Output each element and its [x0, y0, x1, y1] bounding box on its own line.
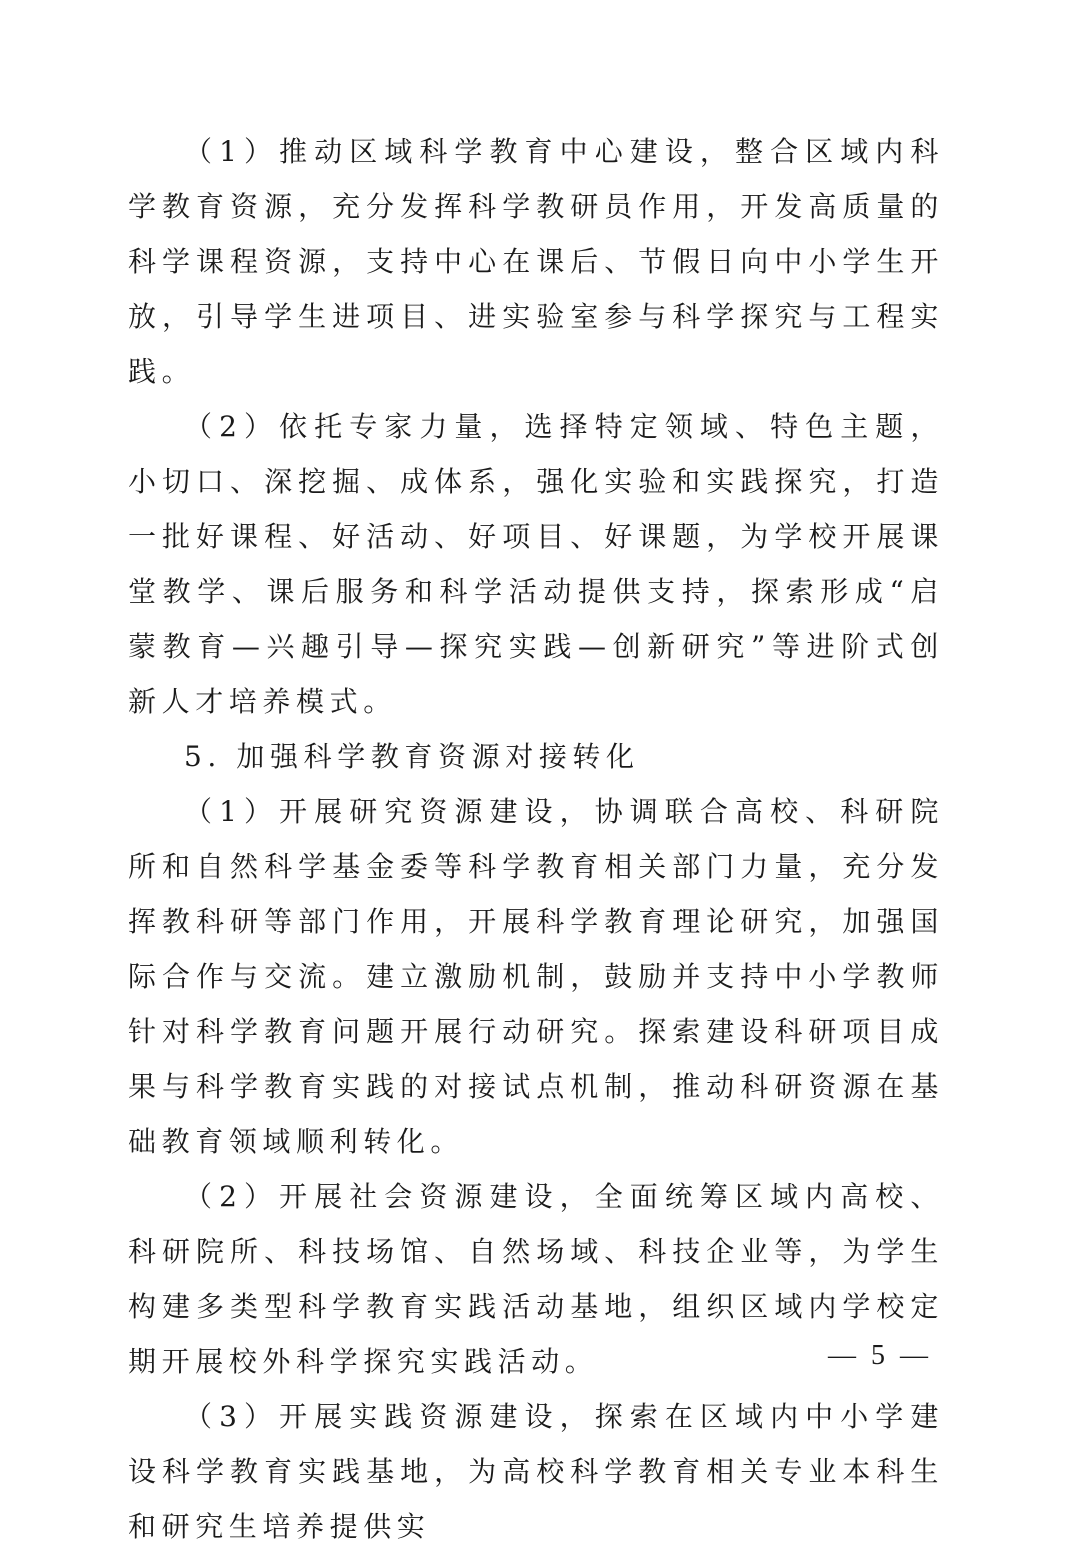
paragraph-text: （3）开展实践资源建设，探索在区域内中小学建设科学教育实践基地，为高校科学教育相关专业本科生和研究生培养提供实 [128, 1400, 944, 1543]
paragraph-text: （1）开展研究资源建设，协调联合高校、科研院所和自然科学基金委等科学教育相关部门力量，充分发挥教科研等部门作用，开展科学教育理论研究，加强国际合作与交流。建立激励机制，鼓励并支持中小学教师针对科学教育问题开展行动研究。探索建设科研项目成果与科学教育实践的对接试点机制，推动科研资源在基础教育领域顺利转化。 [128, 795, 944, 1158]
paragraph-social-resources [128, 1169, 944, 1389]
paragraph-text: （2）开展社会资源建设，全面统筹区域内高校、科研院所、科技场馆、自然场域、科技企业等，为学生构建多类型科学教育实践活动基地，组织区域内学校定期开展校外科学探究实践活动。 [128, 1180, 944, 1378]
paragraph-expert-strength [128, 399, 944, 729]
paragraph-center-building [128, 124, 944, 399]
section-heading [128, 729, 944, 784]
paragraph-practice-resources [128, 1389, 944, 1554]
heading-text: 5. 加强科学教育资源对接转化 [184, 740, 640, 773]
document-page [128, 124, 944, 1554]
paragraph-research-resources [128, 784, 944, 1169]
page-number: — 5 — [828, 1340, 932, 1371]
paragraph-text: （2）依托专家力量，选择特定领域、特色主题，小切口、深挖掘、成体系，强化实验和实践探究，打造一批好课程、好活动、好项目、好课题，为学校开展课堂教学、课后服务和科学活动提供支持，探索形成“启蒙教育—兴趣引导—探究实践—创新研究”等进阶式创新人才培养模式。 [128, 410, 944, 718]
paragraph-text: （1）推动区域科学教育中心建设，整合区域内科学教育资源，充分发挥科学教研员作用，开发高质量的科学课程资源，支持中心在课后、节假日向中小学生开放，引导学生进项目、进实验室参与科学探究与工程实践。 [128, 135, 944, 388]
